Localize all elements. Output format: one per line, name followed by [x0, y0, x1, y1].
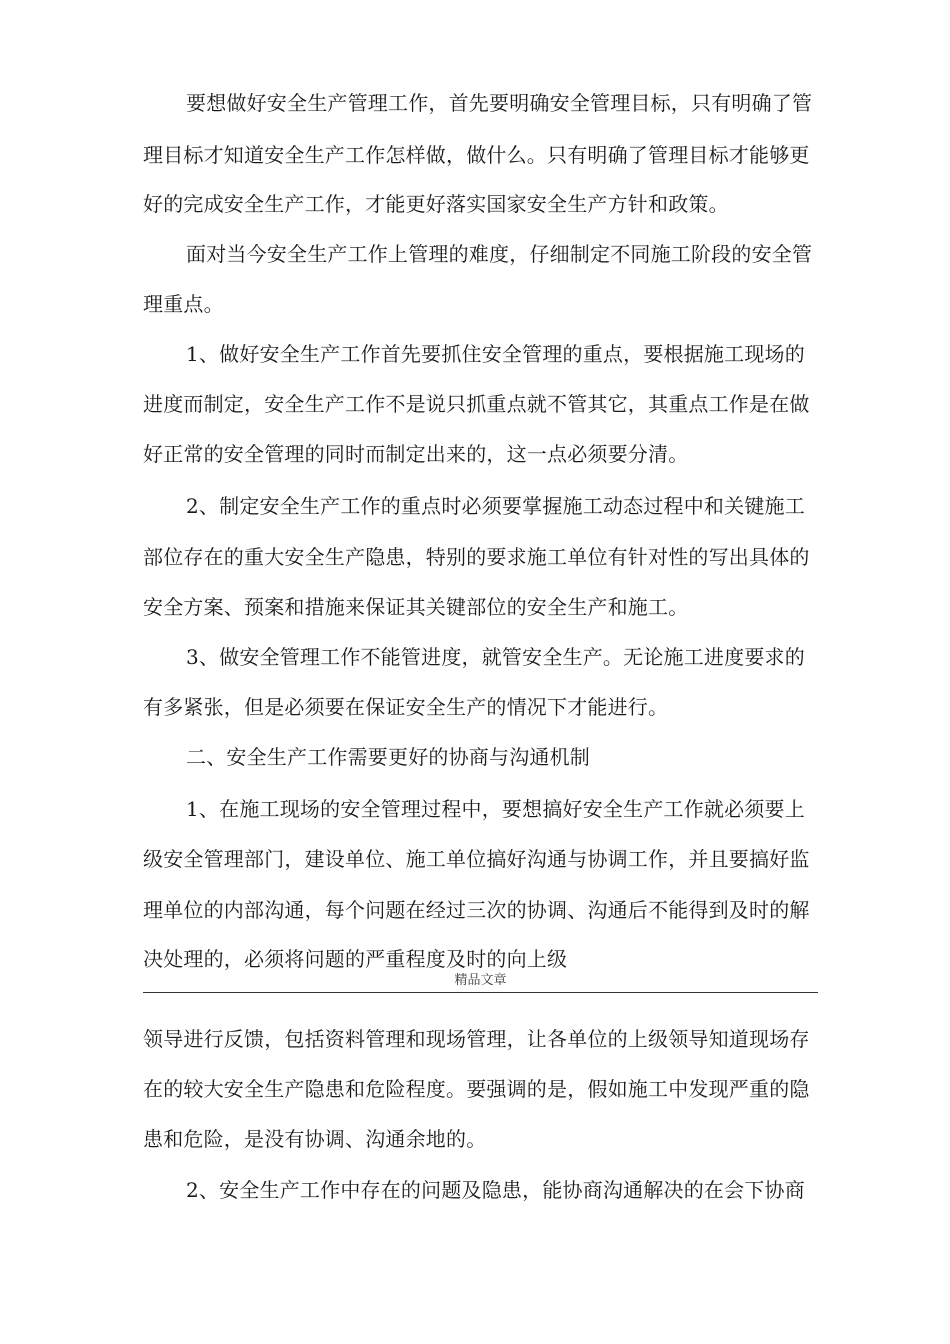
- footer-divider: [143, 992, 818, 993]
- paragraph-4-line-2: 部位存在的重大安全生产隐患，特别的要求施工单位有针对性的写出具体的: [143, 545, 810, 569]
- paragraph-8-line-1: 2、安全生产工作中存在的问题及隐患，能协商沟通解决的在会下协商: [186, 1178, 805, 1202]
- paragraph-4-line-3: 安全方案、预案和措施来保证其关键部位的安全生产和施工。: [143, 595, 689, 619]
- paragraph-1-line-1: 要想做好安全生产管理工作，首先要明确安全管理目标，只有明确了管: [186, 91, 813, 115]
- paragraph-2-line-1: 面对当今安全生产工作上管理的难度，仔细制定不同施工阶段的安全管: [186, 242, 813, 266]
- paragraph-5-line-1: 3、做安全管理工作不能管进度，就管安全生产。无论施工进度要求的: [186, 645, 805, 669]
- paragraph-3-line-3: 好正常的安全管理的同时而制定出来的，这一点必须要分清。: [143, 442, 689, 466]
- paragraph-2-line-2: 理重点。: [143, 292, 224, 316]
- paragraph-6-line-2: 级安全管理部门，建设单位、施工单位搞好沟通与协调工作，并且要搞好监: [143, 847, 810, 871]
- paragraph-1-line-2: 理目标才知道安全生产工作怎样做，做什么。只有明确了管理目标才能够更: [143, 143, 810, 167]
- paragraph-3-line-2: 进度而制定，安全生产工作不是说只抓重点就不管其它，其重点工作是在做: [143, 392, 810, 416]
- paragraph-6-line-4: 决处理的，必须将问题的严重程度及时的向上级: [143, 947, 568, 971]
- footer-label: 精品文章: [454, 973, 507, 988]
- paragraph-7-line-3: 患和危险，是没有协调、沟通余地的。: [143, 1127, 487, 1151]
- paragraph-7-line-2: 在的较大安全生产隐患和危险程度。要强调的是，假如施工中发现严重的隐: [143, 1077, 810, 1101]
- paragraph-5-line-2: 有多紧张，但是必须要在保证安全生产的情况下才能进行。: [143, 695, 669, 719]
- paragraph-6-line-3: 理单位的内部沟通，每个问题在经过三次的协调、沟通后不能得到及时的解: [143, 898, 810, 922]
- paragraph-1-line-3: 好的完成安全生产工作，才能更好落实国家安全生产方针和政策。: [143, 192, 729, 216]
- paragraph-3-line-1: 1、做好安全生产工作首先要抓住安全管理的重点，要根据施工现场的: [186, 342, 805, 366]
- paragraph-6-line-1: 1、在施工现场的安全管理过程中，要想搞好安全生产工作就必须要上: [186, 797, 805, 821]
- section-heading: 二、安全生产工作需要更好的协商与沟通机制: [186, 745, 590, 769]
- paragraph-7-line-1: 领导进行反馈，包括资料管理和现场管理，让各单位的上级领导知道现场存: [143, 1027, 810, 1051]
- paragraph-4-line-1: 2、制定安全生产工作的重点时必须要掌握施工动态过程中和关键施工: [186, 494, 805, 518]
